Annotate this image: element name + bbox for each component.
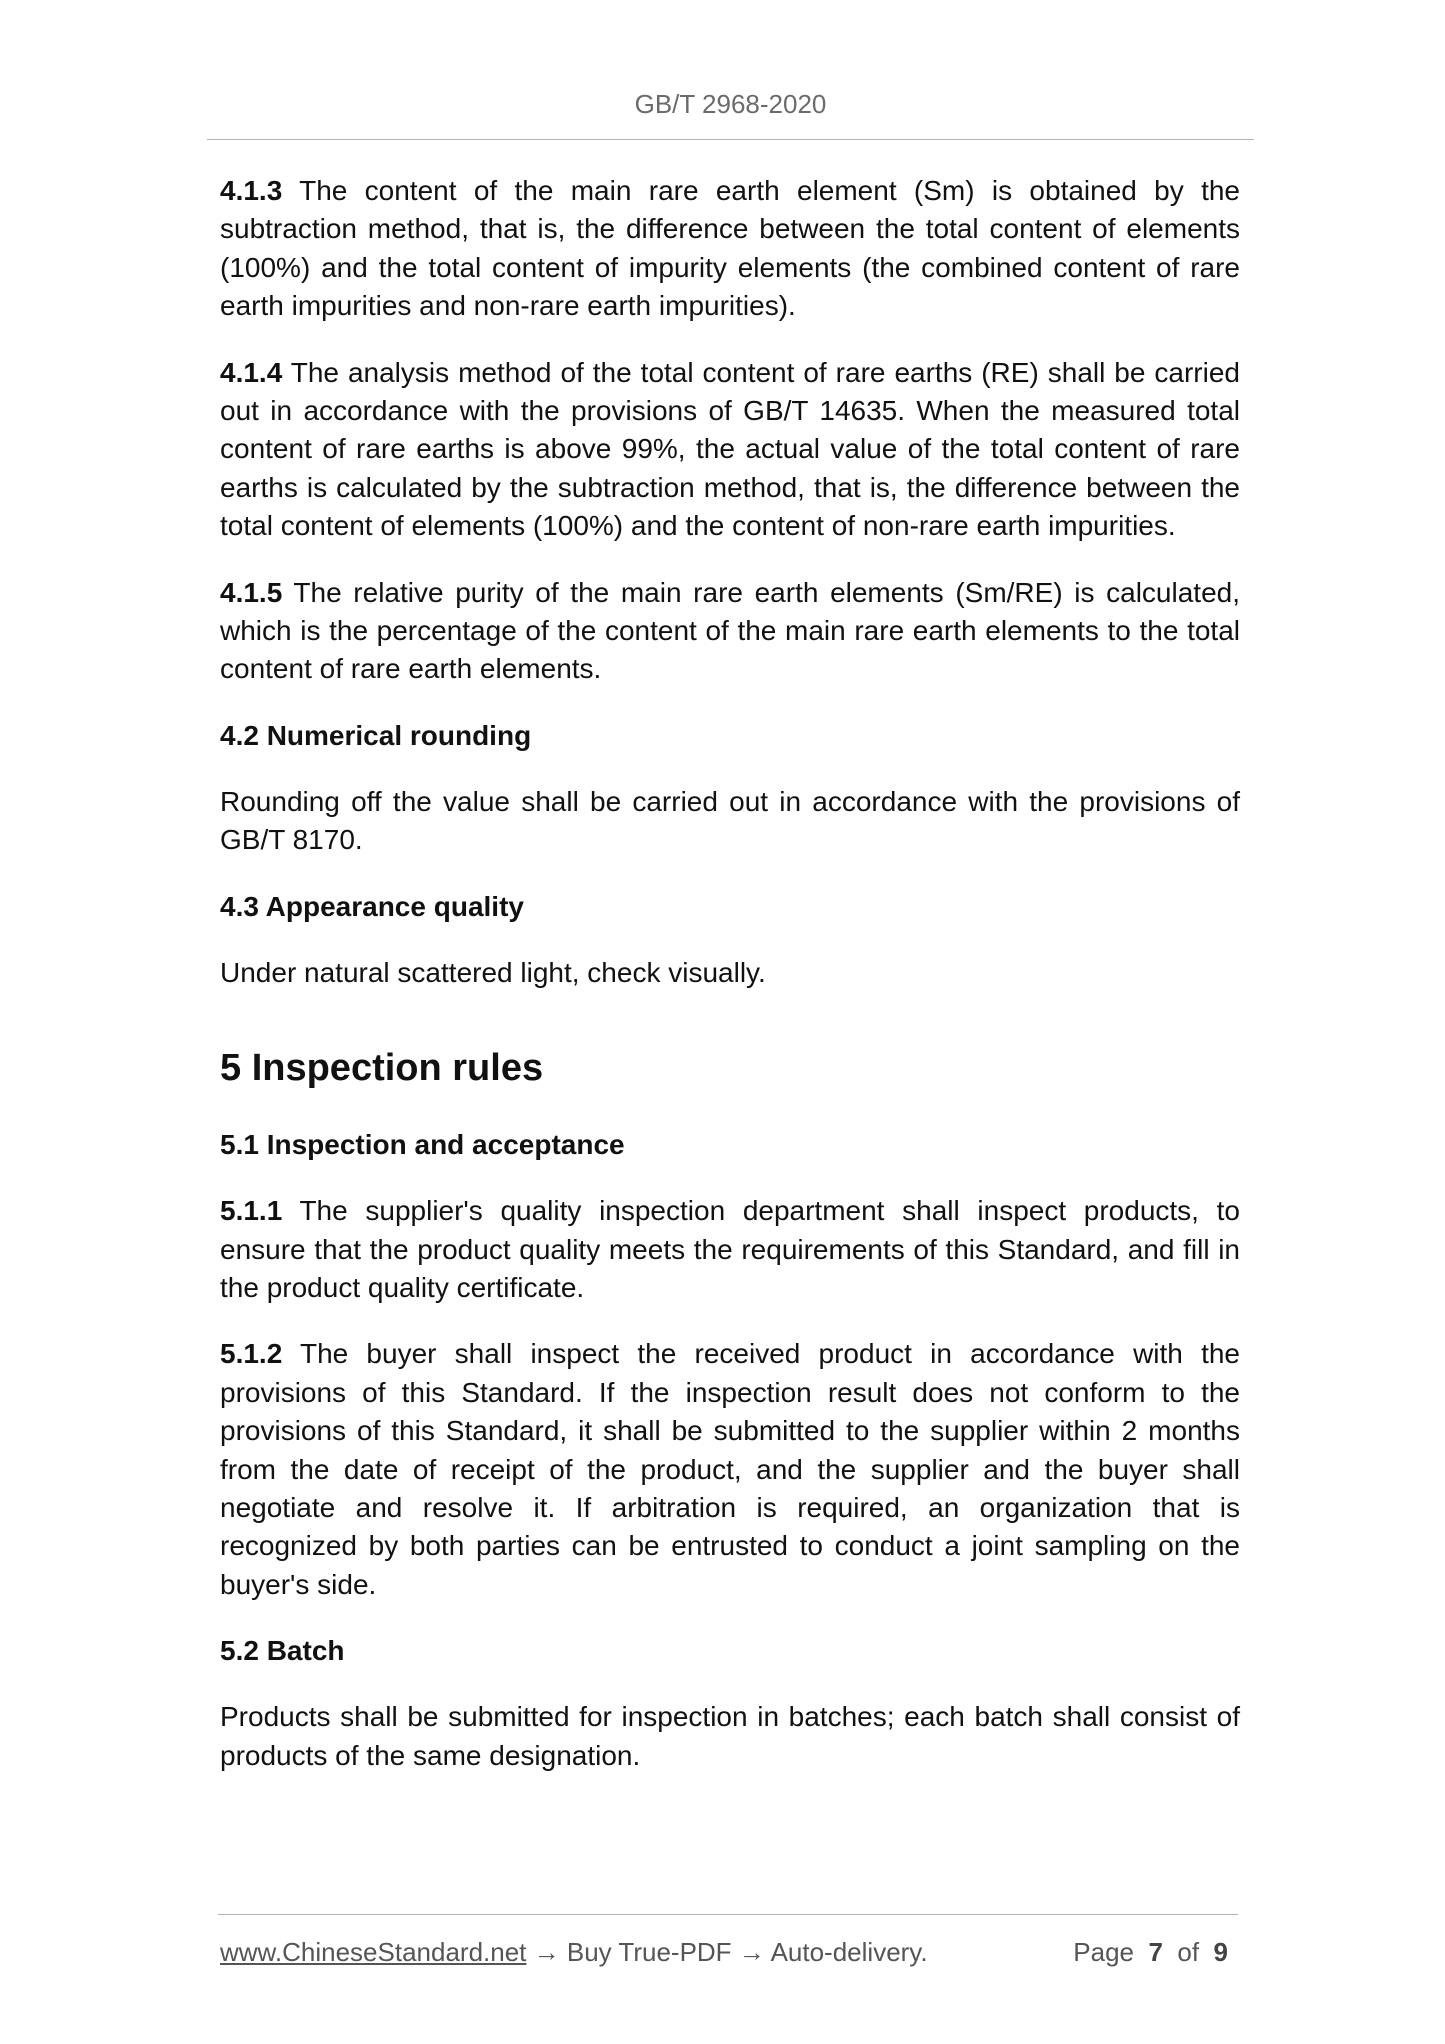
- page-indicator: [1073, 1934, 1228, 1970]
- clause-5-1-1: [220, 1192, 1240, 1307]
- clause-4-1-3: [220, 172, 1240, 326]
- heading-4-2: 4.2 Numerical rounding: [220, 719, 532, 751]
- clause-number: 4.1.5: [220, 576, 283, 608]
- heading-5-1: 5.1 Inspection and acceptance: [220, 1129, 625, 1161]
- clause-4-1-4: [220, 354, 1240, 546]
- clause-text: The content of the main rare earth element (Sm) is obtained by the subtraction method, that is, the difference between the total content of elements (100%) and the total content of impurity elements (the combined content of rare earth impurities and non-rare earth impurities).: [220, 175, 1240, 322]
- clause-4-1-5: [220, 574, 1240, 689]
- website-link[interactable]: www.ChineseStandard.net: [220, 1937, 527, 1967]
- clause-4-3-text: Under natural scattered light, check visually.: [220, 956, 766, 988]
- clause-text: The analysis method of the total content of rare earths (RE) shall be carried out in accordance with the provisions of GB/T 14635. When the measured total content of rare earths is above 99%, the actual value of the total content of rare earths is calculated by the subtraction method, that is, the difference between the total content of elements (100%) and the content of non-rare earth impurities.: [220, 356, 1240, 542]
- total-pages-number: 9: [1213, 1937, 1228, 1967]
- clause-4-2-text: Rounding off the value shall be carried out in accordance with the provisions of GB/T 8170.: [220, 785, 1240, 856]
- clause-5-2-text: Products shall be submitted for inspection in batches; each batch shall consist of products of the same designation.: [220, 1701, 1240, 1771]
- clause-text: The relative purity of the main rare earth elements (Sm/RE) is calculated, which is the percentage of the content of the main rare earth elements to the total content of rare earth elements.: [220, 576, 1240, 685]
- heading-5: 5 Inspection rules: [220, 1047, 544, 1090]
- of-label: of: [1177, 1937, 1200, 1967]
- header-divider: [207, 139, 1254, 140]
- current-page-number: 7: [1148, 1937, 1163, 1967]
- standard-number: GB/T 2968-2020: [634, 89, 827, 119]
- clause-text: The buyer shall inspect the received product in accordance with the provisions of this Standard. If the inspection result does not conform to the provisions of this Standard, it shall be submitted to the supplier within 2 months from the date of receipt of the product, and the supplier and the buyer shall negotiate and resolve it. If arbitration is required, an organization that is recognized by both parties can be entrusted to conduct a joint sampling on the buyer's side.: [220, 1338, 1240, 1600]
- heading-4-3: 4.3 Appearance quality: [220, 890, 524, 922]
- clause-number: 5.1.1: [220, 1195, 283, 1227]
- footer-divider: [218, 1914, 1238, 1915]
- clause-text: The supplier's quality inspection department shall inspect products, to ensure that the product quality meets the requirements of this Standard, and fill in the product quality certificate.: [220, 1195, 1240, 1303]
- clause-number: 5.1.2: [220, 1338, 283, 1370]
- page-footer: [220, 1934, 1236, 1970]
- heading-5-2: 5.2 Batch: [220, 1635, 345, 1667]
- clause-5-1-2: [220, 1335, 1240, 1604]
- footer-tagline: → Buy True-PDF → Auto-delivery.: [526, 1937, 928, 1967]
- page-label: Page: [1073, 1937, 1135, 1967]
- clause-number: 4.1.4: [220, 356, 283, 388]
- clause-number: 4.1.3: [220, 175, 283, 206]
- page-header: [207, 86, 1254, 122]
- document-body: [220, 172, 1240, 1803]
